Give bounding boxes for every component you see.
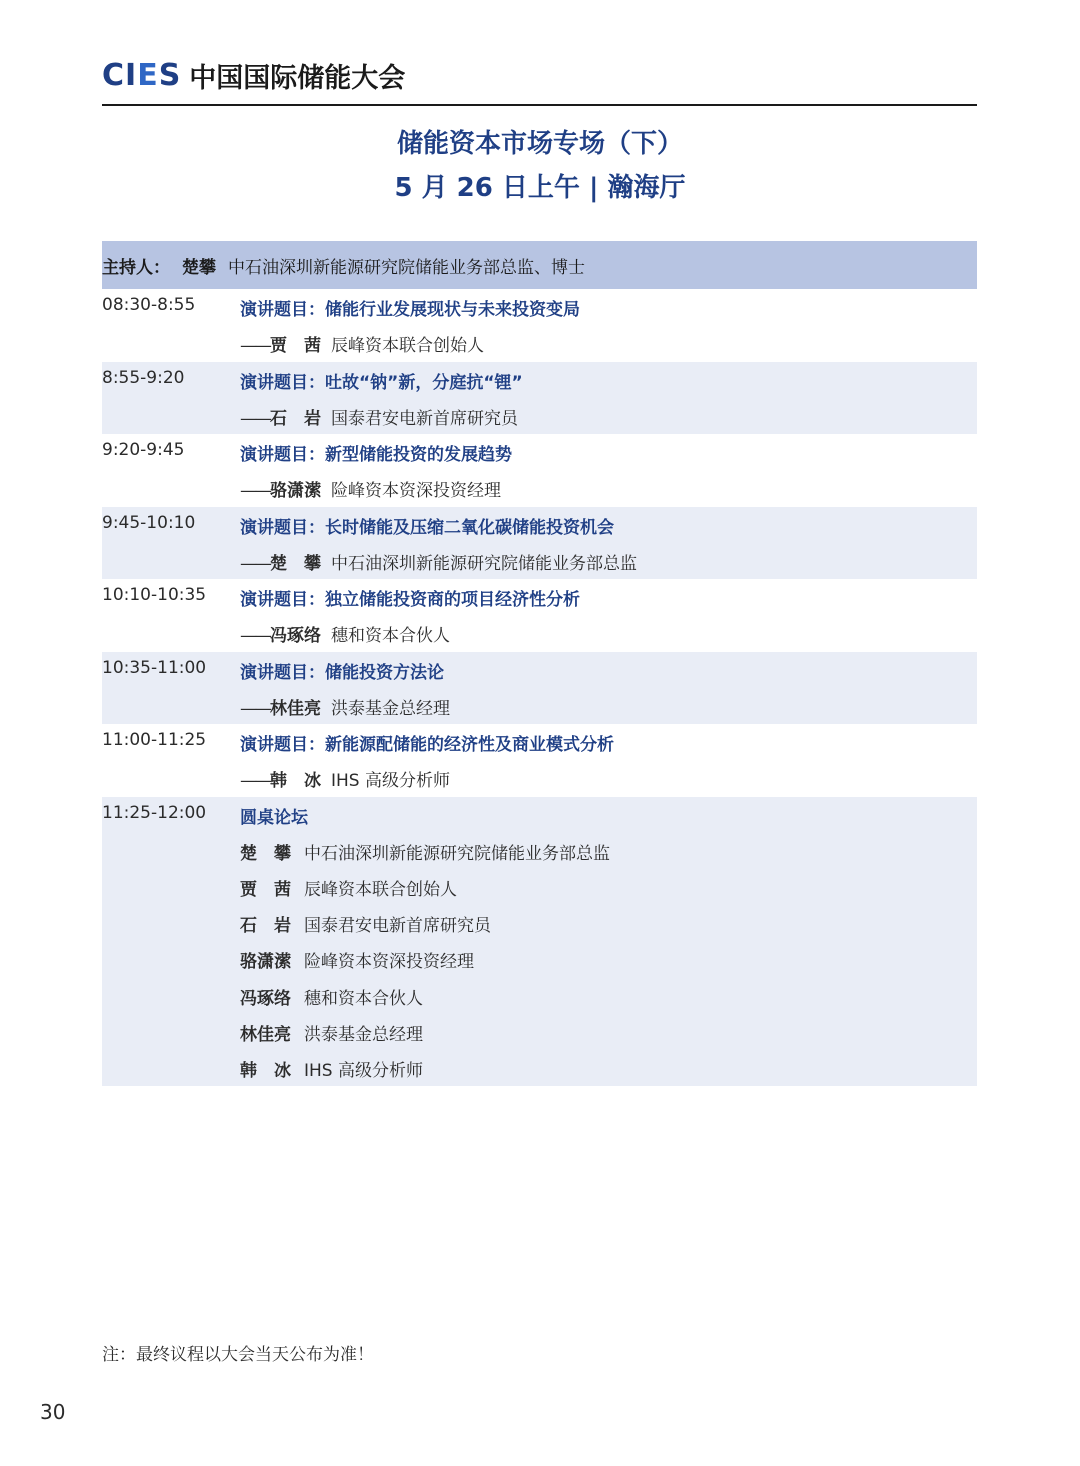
session-speaker: ——林佳亮 洪泰基金总经理 xyxy=(240,698,450,719)
session-time: 10:10-10:35 xyxy=(102,585,207,605)
footnote: 注：最终议程以大会当天公布为准！ xyxy=(102,1345,374,1365)
session-topic: 演讲题目：新型储能投资的发展趋势 xyxy=(240,445,512,465)
agenda-row xyxy=(102,507,977,580)
session-speaker: ——骆潇潆 险峰资本资深投资经理 xyxy=(240,481,501,501)
session-time: 8:55-9:20 xyxy=(102,367,185,388)
session-speaker: ——楚 攀 中石油深圳新能源研究院储能业务部总监 xyxy=(240,553,637,574)
panelist: 石 岩 国泰君安电新首席研究员 xyxy=(240,916,491,937)
session-speaker: ——贾 茜 辰峰资本联合创始人 xyxy=(240,336,484,356)
panelist: 冯琢络 穗和资本合伙人 xyxy=(240,988,423,1009)
roundtable-time: 11:25-12:00 xyxy=(102,802,207,823)
session-topic: 演讲题目：储能投资方法论 xyxy=(240,662,444,683)
panelist: 骆潇潆 险峰资本资深投资经理 xyxy=(240,952,474,973)
session-topic: 演讲题目：独立储能投资商的项目经济性分析 xyxy=(240,590,580,610)
host-row xyxy=(102,241,977,289)
roundtable-row xyxy=(102,797,977,1086)
agenda-row xyxy=(102,434,977,507)
session-speaker: ——石 岩 国泰君安电新首席研究员 xyxy=(240,408,518,429)
panelist: 楚 攀 中石油深圳新能源研究院储能业务部总监 xyxy=(240,843,610,864)
session-topic: 演讲题目：吐故“钠”新，分庭抗“锂” xyxy=(240,372,523,393)
session-topic: 演讲题目：新能源配储能的经济性及商业模式分析 xyxy=(240,735,614,755)
panelist: 林佳亮 洪泰基金总经理 xyxy=(240,1024,423,1045)
page-title: 储能资本市场专场（下） xyxy=(396,129,683,159)
session-time: 08:30-8:55 xyxy=(102,295,196,315)
session-time: 9:45-10:10 xyxy=(102,512,196,533)
logo-text: 中国国际储能大会 xyxy=(189,63,406,94)
roundtable-title: 圆桌论坛 xyxy=(240,807,308,828)
logo-mark: CIES xyxy=(102,58,182,93)
host-label: 主持人： xyxy=(102,257,170,278)
page-header xyxy=(102,52,977,106)
agenda-row xyxy=(102,652,977,725)
panelist-list xyxy=(240,839,610,1093)
session-time: 10:35-11:00 xyxy=(102,657,207,678)
agenda-table xyxy=(102,241,977,1086)
agenda-row xyxy=(102,724,977,797)
agenda-row xyxy=(102,579,977,652)
agenda-row xyxy=(102,289,977,362)
agenda-row xyxy=(102,362,977,435)
session-time: 11:00-11:25 xyxy=(102,730,207,750)
panelist: 韩 冰 IHS 高级分析师 xyxy=(240,1061,423,1082)
host-title: 中石油深圳新能源研究院储能业务部总监、博士 xyxy=(228,257,585,278)
cies-logo xyxy=(102,56,405,95)
panelist: 贾 茜 辰峰资本联合创始人 xyxy=(240,879,457,900)
page-subtitle: 5 月 26 日上午 | 瀚海厅 xyxy=(394,173,686,203)
session-topic: 演讲题目：储能行业发展现状与未来投资变局 xyxy=(240,300,580,320)
page-number: 30 xyxy=(40,1400,66,1424)
session-topic: 演讲题目：长时储能及压缩二氧化碳储能投资机会 xyxy=(240,517,614,538)
session-speaker: ——冯琢络 穗和资本合伙人 xyxy=(240,626,450,646)
session-speaker: ——韩 冰 IHS 高级分析师 xyxy=(240,771,450,791)
host-name: 楚攀 xyxy=(182,257,216,278)
session-time: 9:20-9:45 xyxy=(102,440,185,460)
